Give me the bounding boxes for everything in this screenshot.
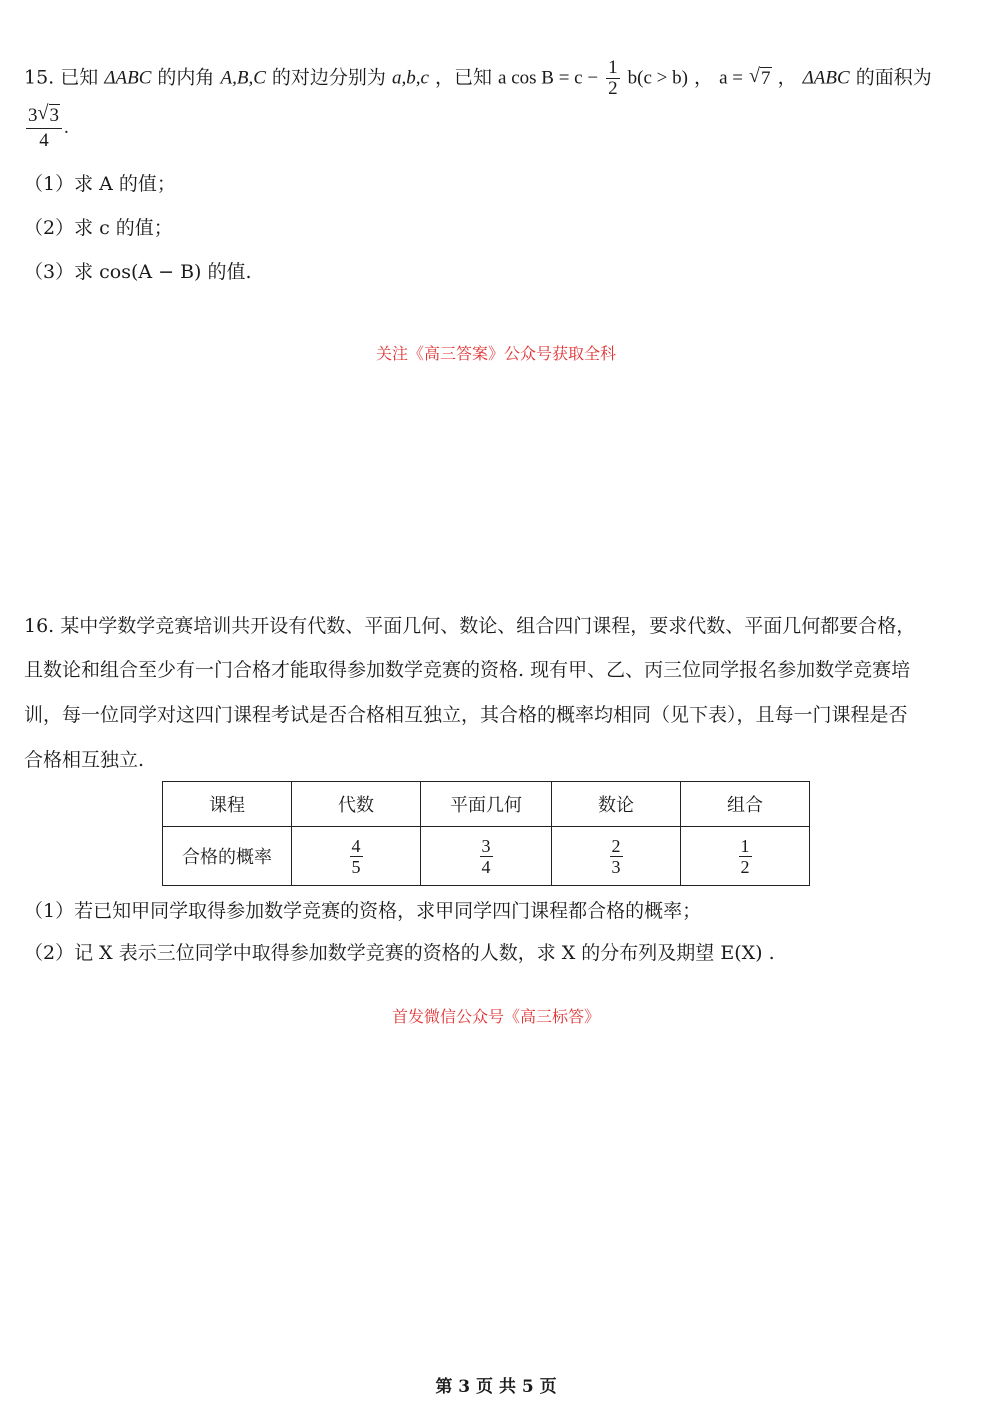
q15-triangle-2: ΔABC — [802, 67, 850, 89]
q15-sides: a,b,c — [391, 67, 429, 89]
table-prob-1 — [421, 827, 552, 886]
q15-area-den: 4 — [39, 130, 49, 151]
q15-area-coef: 3 — [28, 105, 38, 126]
q15-angles: A,B,C — [220, 67, 266, 89]
q15-sub1: （1）求 A 的值； — [24, 173, 176, 195]
probability-table — [162, 781, 810, 886]
q15-sep: ， — [694, 66, 714, 89]
table-course-0: 代数 — [292, 782, 421, 827]
q15-area-num — [26, 104, 62, 129]
q15-period: . — [64, 116, 69, 138]
table-course-1: 平面几何 — [421, 782, 552, 827]
table-prob-0 — [292, 827, 421, 886]
table-course-3: 组合 — [681, 782, 810, 827]
q15-text2: 的对边分别为 — [271, 66, 386, 89]
q15-half-num: 1 — [608, 57, 618, 78]
table-row-label: 合格的概率 — [163, 827, 292, 886]
promo-note-1: 关注《高三答案》公众号获取全科 — [375, 344, 616, 363]
q15-sep2: ， — [777, 66, 797, 89]
prob-0-den: 5 — [351, 856, 361, 877]
promo-note-2: 首发微信公众号《高三标答》 — [391, 1007, 600, 1026]
q15-a-eq: a = — [719, 67, 743, 89]
q15-area-sqrt — [38, 104, 61, 128]
q15-area-root: 3 — [49, 105, 59, 126]
q15-text1: 的内角 — [157, 66, 215, 89]
q15-triangle: ΔABC — [104, 67, 152, 89]
q15-half-fraction — [606, 58, 620, 99]
prob-1-den: 4 — [481, 856, 491, 877]
q15-intro: 已知 — [60, 66, 99, 89]
table-prob-2 — [552, 827, 681, 886]
prob-3-den: 2 — [740, 856, 750, 877]
radical-icon: √ — [749, 64, 761, 87]
q15-area-value — [24, 104, 69, 153]
q15-sub3: （3）求 cos(A − B) 的值. — [24, 261, 252, 283]
q16-sub2: （2）记 X 表示三位同学中取得参加数学竞赛的资格的人数，求 X 的分布列及期望 E(X) . — [24, 942, 775, 964]
table-prob-3 — [681, 827, 810, 886]
q16-sub1: （1）若已知甲同学取得参加数学竞赛的资格，求甲同学四门课程都合格的概率； — [24, 900, 702, 922]
q15-a-sqrt — [749, 65, 772, 93]
q15-text3: ，已知 — [434, 66, 492, 89]
prob-3-num: 1 — [740, 835, 750, 856]
q15-half-den: 2 — [608, 78, 618, 99]
q15-a-root: 7 — [761, 67, 771, 89]
table-prob-row — [163, 827, 810, 886]
q16-stem-line2: 且数论和组合至少有一门合格才能取得参加数学竞赛的资格. 现有甲、乙、丙三位同学报名参加数学竞赛培 — [24, 659, 911, 681]
q15-stem-line1 — [24, 58, 932, 99]
q15-sub2: （2）求 c 的值； — [24, 217, 173, 239]
radical-icon: √ — [37, 102, 49, 124]
table-course-2: 数论 — [552, 782, 681, 827]
q15-number: 15. — [24, 66, 55, 89]
table-header-row — [163, 782, 810, 827]
q15-condition-left: a cos B = c − — [498, 67, 599, 89]
prob-0-num: 4 — [351, 835, 361, 856]
q15-area-fraction — [26, 104, 62, 153]
q16-stem-line4: 合格相互独立. — [24, 749, 145, 771]
prob-2-num: 2 — [611, 835, 621, 856]
q15-condition-right: b(c > b) — [627, 67, 688, 89]
q16-stem-line3: 训，每一位同学对这四门课程考试是否合格相互独立，其合格的概率均相同（见下表），且每一门课程是否 — [24, 704, 908, 726]
q16-stem-line1: 16. 某中学数学竞赛培训共开设有代数、平面几何、数论、组合四门课程，要求代数、平面几何都要合格， — [24, 615, 916, 637]
prob-2-den: 3 — [611, 856, 621, 877]
table-header-label: 课程 — [163, 782, 292, 827]
page-footer: 第 3 页 共 5 页 — [435, 1377, 557, 1397]
prob-1-num: 3 — [481, 835, 491, 856]
q15-text4: 的面积为 — [855, 66, 932, 89]
